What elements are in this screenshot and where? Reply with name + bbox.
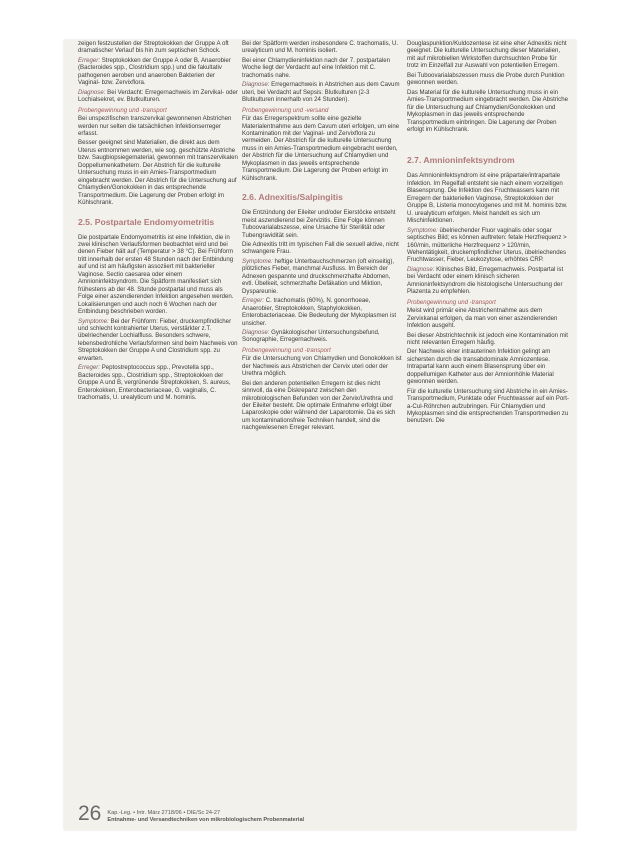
paragraph-text: Klinisches Bild, Erregernachweis. Postpartal ist bei Verdacht oder einem klinisch sicheren Amnioninfektsyndrom die histologische Untersuchung der Plazenta zu empfehlen. [407, 265, 564, 296]
column-left [78, 40, 238, 403]
paragraph: zeigen festzustellen der Streptokokken der Gruppe A oft dramatischer Verlauf bis hin zum septischen Schock. [78, 40, 229, 55]
paragraph: Besser geeignet sind Materialien, die direkt aus dem Uterus entnommen werden, wie sog. geschützte Abstriche bzw. Saugbiopsiegematerial, gewonnen mit transzervikalen Doppellumenkathetern. Der Abstrich für die kulturelle Untersuchung muss in ein Amies-Transportmedium eingebracht werden. Der Abstrich für die Untersuchung auf Chlamydien/Gonokokken in das entsprechende Transportmedium. Die Lagerung der Proben erfolgt im Kühlschrank. [78, 139, 238, 207]
paragraph [242, 329, 402, 344]
paragraph [407, 266, 569, 296]
paragraph-lead: Symptome: [407, 226, 438, 234]
paragraph: Bei den anderen potentiellen Erregern ist dies nicht sinnvoll, da eine Diskrepanz zwischen den mikrobiologischen Befunden von der Zervix/Urethra und der Eileiter besteht. Die optimale Entnahme erfolgt über Laparoskopie oder während der Laparotomie. Da es sich um kontaminationsfreie Techniken handelt, sind die nachgewiesenen Erreger relevant. [242, 379, 396, 432]
section-heading: 2.6. Adnexitis/Salpingitis [242, 192, 343, 203]
paragraph: Meist wird primär eine Abstrichentnahme aus dem Zervixkanal erfolgen, da man von einer aszendierenden Infektion ausgeht. [407, 307, 558, 330]
paragraph-lead: Diagnose: [407, 265, 435, 273]
footer-title: Entnahme- und Versandtechniken von mikrobiologischem Probenmaterial [107, 817, 305, 823]
paragraph-lead: Diagnose: [242, 81, 270, 89]
subheading: Probengewinnung und -transport [78, 106, 167, 114]
paragraph-lead: Diagnose: [78, 88, 106, 96]
paragraph: Die Entzündung der Eileiter und/oder Eierstöcke entsteht meist aszendierend bei Zervizitis. Eine Folge können Tuboovarialabszesse, eine Ursache für Sterilität oder Tubengravidität sein. [242, 209, 396, 239]
paragraph-text: Gynäkologischer Untersuchungsbefund, Sonographie, Erregernachweis. [242, 328, 380, 344]
document-page [64, 40, 576, 830]
paragraph: Bei der Spätform werden insbesondere C. trachomatis, U. urealyticum und M. hominis isoliert. [242, 40, 399, 55]
paragraph-lead: Erreger: [78, 364, 101, 372]
paragraph [242, 297, 402, 327]
paragraph: Bei Tuboovarialabszessen muss die Probe durch Punktion gewonnen werden. [407, 71, 565, 87]
paragraph: Der Nachweis einer intrauterinen Infektion gelingt am sichersten durch die transabdominale Amniozentese. Intrapartal kann auch einem Blasensprung über ein doppellumigen Katheter aus der Amnionhöhle Material gewonnen werden. [407, 348, 554, 386]
footer-text [107, 810, 304, 824]
subheading: Probengewinnung und -versand [242, 106, 329, 114]
page-footer [78, 804, 304, 824]
paragraph: Die postpartale Endomyometritis ist eine Infektion, die in zwei klinischen Verlaufsformen beobachtet wird und bei denen Fieber hält auf (Temperatur > 38 °C). Bei Frühform tritt innerhalb der ersten 48 Stunden nach der Entbindung auf und ist am häufigsten assoziiert mit bakterieller Vaginose. Sectio caesarea oder einem Amnioninfektsyndrom. Die Spätform manifestiert sich frühestens ab der 48. Stunde postpartal und muss als Folge einer aszendierenden Infektion angesehen werden. Lokalisierungen und auch noch 6 Wochen nach der Entbindung beschrieben worden. [78, 233, 234, 316]
paragraph [242, 258, 402, 295]
column-right [407, 40, 569, 427]
paragraph-text: Bei Verdacht: Erregernachweis im Zervikal- oder Lochialsekret, ev. Blutkulturen. [78, 88, 238, 104]
paragraph-text: heftige Unterbauchschmerzen (oft einseitig), plötzliches Fieber, manchmal Ausfluss. Im Bereich der Adnexen gespannte und druckschmerzhafte Abdomen, evtl. Übelkeit, schmerzhafte Defäkation und Miktion, Dyspareunie. [242, 257, 395, 295]
paragraph-lead: Erreger: [78, 56, 101, 64]
paragraph: Bei dieser Abstrichtechnik ist jedoch eine Kontamination mit nicht relevanten Erregern häufig. [407, 331, 568, 346]
subheading: Probengewinnung und -transport [242, 346, 331, 354]
paragraph: Die Adnexitis tritt im typischen Fall die sexuell aktive, nicht schwangere Frau. [242, 240, 399, 256]
paragraph-text: Bei der Frühform: Fieber, druckempfindlicher und schlecht kontrahierter Uterus, verstärkter z.T. übelriechender Lochialfluss. Besonders schwere, lebensbedrohliche Verlaufsformen sind beim Nachweis von Streptokokken der Gruppe A und Clostridium spp. zu erwarten. [78, 317, 238, 362]
paragraph: Für die Untersuchung von Chlamydien und Gonokokken ist der Nachweis aus Abstrichen der Cervix uteri oder der Urethra möglich. [242, 355, 402, 378]
paragraph [78, 89, 238, 104]
paragraph-text: übelriechender Fluor vaginalis oder sogar septisches Bild; es können auftreten: fetale Herzfrequenz > 160/min, mütterliche Herzfrequenz > 120/min, Wehentätigkeit, druckempfindlicher Uterus, übelriechendes Fruchtwasser, Fieber, Leukozytose, erhöhtes CRP. [407, 226, 567, 264]
paragraph: Douglaspunktion/Kuldozentese ist eine eher Adnexitis nicht geeignet. Die kulturelle Untersuchung dieser Materialien, mit auf mikrobiellen Wirkstoffen durchsuchten Probe für trotz im Einzelfall zur Auswahl von potentiellen Erregern. [407, 40, 567, 70]
paragraph [78, 364, 238, 401]
paragraph: Das Amnioninfektsyndrom ist eine präpartale/intrapartale Infektion. Im Regelfall entsteht sie nach einem vorzeitigen Blasensprung. Die Infektion des Fruchtwassers kann mit Erregern der bakteriellen Vaginose, Streptokokken der Gruppe B, Listeria monocytogenes und mit M. hominis bzw. U. urealyticum erfolgen. Meist handelt es sich um Mischinfektionen. [407, 172, 568, 225]
paragraph-lead: Erreger: [242, 297, 265, 305]
paragraph-lead: Symptome: [78, 317, 109, 325]
paragraph: Das Material für die kulturelle Untersuchung muss in ein Amies-Transportmedium eingebracht werden. Die Abstriche für die Untersuchung auf Chlamydien/Gonokokken und Mykoplasmen in das jeweils entsprechende Transportmedium einbringen. Die Lagerung der Proben erfolgt im Kühlschrank. [407, 88, 568, 133]
subheading: Probengewinnung und -transport [407, 298, 496, 306]
paragraph [78, 57, 238, 87]
paragraph-text: Streptokokken der Gruppe A oder B, Anaerobier (Bacteroides spp., Clostridium spp.) und die fakultativ pathogenen aeroben und anaeroben Bakterien der Vaginal- bzw. Zervixflora. [78, 56, 231, 87]
column-middle [242, 40, 402, 434]
paragraph [242, 81, 402, 103]
paragraph [78, 318, 238, 363]
section-heading: 2.7. Amnioninfektsyndrom [407, 155, 515, 166]
paragraph-text: Erregernachweis in Abstrichen aus dem Cavum uteri, bei Verdacht auf Sepsis: Blutkulturen (2-3 Blutkulturen innerhalb von 24 Stunden). [242, 81, 400, 104]
paragraph: Bei einer Chlamydieninfektion nach der 7. postpartalen Woche liegt der Verdacht auf eine Infektion mit C. trachomatis nahe. [242, 56, 391, 79]
paragraph-text: C. trachomatis (60%), N. gonorrhoeae, Anaerobier, Streptokokken, Staphylokokken, Enterobacteriaceae. Die Bedeutung der Mykoplasmen ist unsicher. [242, 297, 397, 327]
page-number: 26 [78, 802, 102, 825]
paragraph [407, 227, 569, 264]
section-heading: 2.5. Postpartale Endomyometritis [78, 216, 215, 227]
paragraph-text: Peptostreptococcus spp., Prevotella spp., Bacteroides spp., Clostridium spp., Streptokokken der Gruppe A und B, vergrünende Streptokokken, S. aureus, Enterokokken, Enterobacteriaceae, G. vaginalis, C. trachomatis, U. urealyticum und M. hominis. [78, 364, 231, 402]
footer-citation: Kap.-Leg. • Intr. März 2718/06 • DIE/Sc 24-27 [107, 810, 221, 816]
paragraph-lead: Diagnose: [242, 328, 270, 336]
paragraph: Bei unspezifischen transzervikal gewonnenen Abstrichen werden nur selten die tatsächlichen Infektionserreger erfasst. [78, 115, 232, 137]
paragraph-lead: Symptome: [242, 257, 273, 265]
paragraph: Für die kulturelle Untersuchung sind Abstriche in ein Amies-Transportmedium, Punktate oder Fruchtwasser auf ein Port-a-Cul-Röhrchen aufzubringen. Für Chlamydien und Mykoplasmen sind die entsprechenden Transportmedien zu benutzen. Die [407, 387, 570, 425]
paragraph: Für das Erregerspektrum sollte eine gezielte Materialentnahme aus dem Cavum uteri erfolgen, um eine Kontamination mit der Vaginal- und Zervixflora zu vermeiden. Der Abstrich für die kulturelle Untersuchung muss in ein Amies-Transportmedium eingebracht werden, der Abstrich für die Untersuchung auf Chlamydien und Mykoplasmen in das jeweils entsprechende Transportmedium. Die Lagerung der Proben erfolgt im Kühlschrank. [242, 115, 400, 182]
